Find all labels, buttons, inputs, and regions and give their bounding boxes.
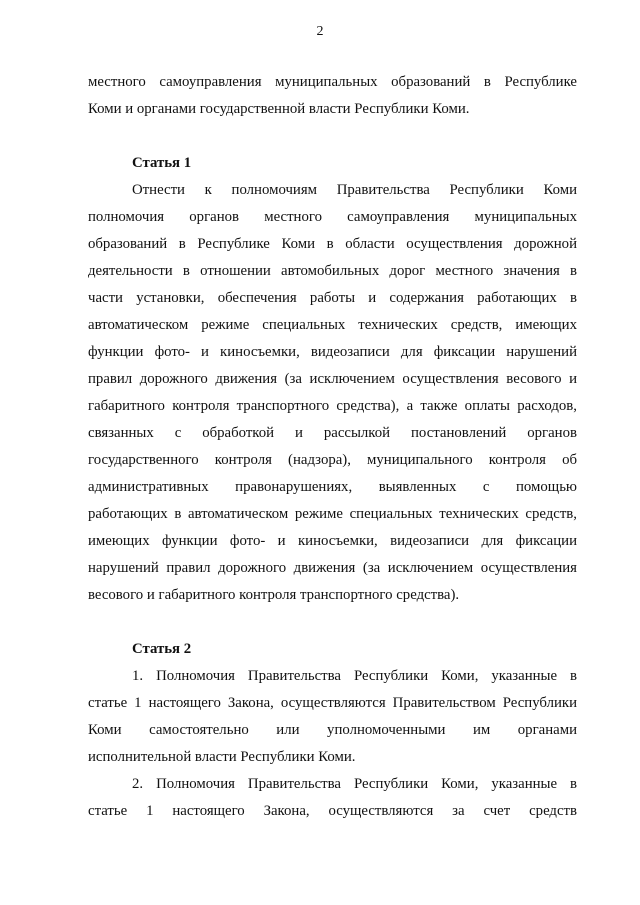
article-1-line: правил дорожного движения (за исключением осуществления весового и (88, 371, 577, 387)
intro-line: местного самоуправления муниципальных образований в Республике (88, 74, 577, 90)
article-2-line: 1. Полномочия Правительства Республики Коми, указанные в (132, 668, 577, 684)
article-1-line: весового и габаритного контроля транспортного средства). (88, 587, 460, 603)
article-1-heading: Статья 1 (132, 155, 192, 171)
article-1-line: работающих в автоматическом режиме специальных технических средств, (88, 506, 577, 522)
article-1-line: нарушений правил дорожного движения (за исключением осуществления (88, 560, 577, 576)
article-2-line: статье 1 настоящего Закона, осуществляются за счет средств (88, 803, 577, 819)
article-1-line: образований в Республике Коми в области осуществления дорожной (88, 236, 577, 252)
article-1-line: функции фото- и киносъемки, видеозаписи для фиксации нарушений (88, 344, 577, 360)
article-2-heading: Статья 2 (132, 641, 192, 657)
article-1-line: части установки, обеспечения работы и содержания работающих в (88, 290, 577, 306)
article-1-line: деятельности в отношении автомобильных дорог местного значения в (88, 263, 577, 279)
article-1-line: Отнести к полномочиям Правительства Республики Коми (132, 182, 577, 198)
article-1-line: автоматическом режиме специальных технических средств, имеющих (88, 317, 577, 333)
intro-line: Коми и органами государственной власти Республики Коми. (88, 101, 470, 117)
article-2-line: статье 1 настоящего Закона, осуществляются Правительством Республики (88, 695, 577, 711)
article-2-line: исполнительной власти Республики Коми. (88, 749, 356, 765)
article-1-line: государственного контроля (надзора), муниципального контроля об (88, 452, 577, 468)
article-1-line: связанных с обработкой и рассылкой постановлений органов (88, 425, 577, 441)
page-number: 2 (316, 24, 324, 39)
article-1-line: имеющих функции фото- и киносъемки, видеозаписи для фиксации (88, 533, 577, 549)
article-1-line: административных правонарушениях, выявленных с помощью (88, 479, 577, 495)
article-1-line: габаритного контроля транспортного средства), а также оплаты расходов, (88, 398, 577, 414)
article-2-line: 2. Полномочия Правительства Республики Коми, указанные в (132, 776, 577, 792)
article-2-line: Коми самостоятельно или уполномоченными им органами (88, 722, 577, 738)
article-1-line: полномочия органов местного самоуправления муниципальных (88, 209, 577, 225)
